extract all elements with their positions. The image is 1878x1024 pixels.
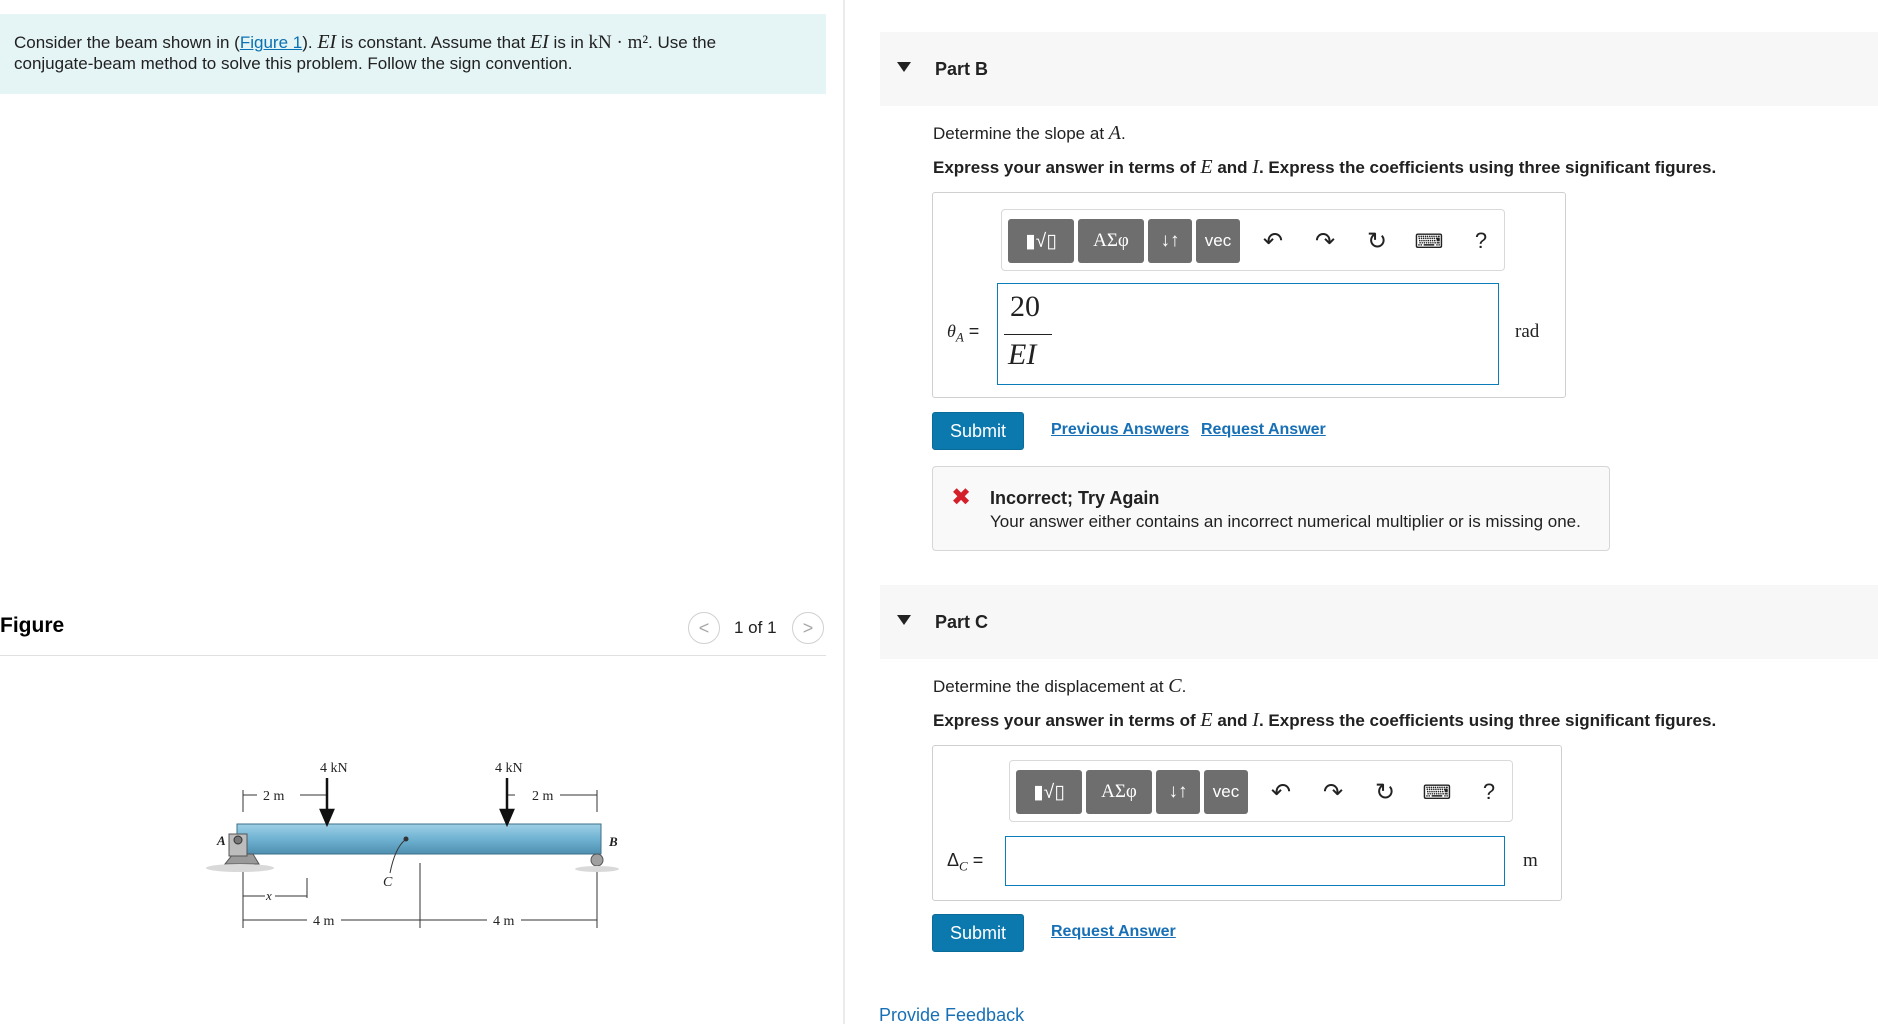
- part-c-answer-input[interactable]: [1005, 836, 1505, 886]
- help-icon[interactable]: ?: [1482, 779, 1496, 804]
- figure-link[interactable]: Figure 1: [239, 33, 303, 52]
- beam-figure: [195, 748, 635, 938]
- part-b-answer-box: [932, 192, 1566, 398]
- reset-icon[interactable]: ↻: [1366, 227, 1388, 255]
- redo-icon[interactable]: ↷: [1314, 227, 1336, 255]
- figure-pager: 1 of 1: [734, 618, 777, 637]
- collapse-triangle-icon: [897, 62, 911, 72]
- part-b-answer-input[interactable]: [997, 283, 1499, 385]
- part-b-submit-button[interactable]: Submit: [932, 412, 1024, 450]
- problem-statement: [0, 14, 826, 94]
- figure-title: Figure: [0, 614, 65, 637]
- figure-header: [0, 604, 826, 656]
- fraction-denominator: EI: [1008, 338, 1037, 371]
- fraction-bar: [1004, 334, 1052, 335]
- part-c-instructions: Express your answer in terms of E and I. Express the coefficients using three significant figures.: [933, 709, 1717, 731]
- problem-line-1: Consider the beam shown in (Figure 1). EI is constant. Assume that EI is in kN · m². Use the: [14, 31, 717, 53]
- prev-figure-button[interactable]: [688, 612, 720, 644]
- incorrect-x-icon: ✖: [951, 484, 972, 511]
- arrows-button[interactable]: ↓↑: [1156, 770, 1200, 814]
- previous-answers-link[interactable]: Previous Answers: [1051, 421, 1190, 438]
- point-c-label: C: [383, 875, 393, 890]
- undo-icon[interactable]: ↶: [1270, 778, 1292, 806]
- pane-divider[interactable]: [843, 0, 845, 1024]
- collapse-triangle-icon: [897, 615, 911, 625]
- part-c-answer-box: [932, 745, 1562, 901]
- part-c-request-answer-link[interactable]: Request Answer: [1051, 923, 1176, 940]
- part-b-question: Determine the slope at A.: [933, 122, 1126, 144]
- part-b-math-toolbar: [1001, 209, 1505, 271]
- part-c-unit: m: [1523, 850, 1538, 871]
- part-c-header[interactable]: [880, 585, 1878, 659]
- keyboard-icon[interactable]: ⌨: [1422, 781, 1452, 804]
- fraction-numerator: 20: [1010, 290, 1040, 323]
- x-label: x: [266, 888, 272, 903]
- arrows-button[interactable]: ↓↑: [1148, 219, 1192, 263]
- greek-symbols-button[interactable]: ΑΣφ: [1078, 219, 1144, 263]
- part-c-question: Determine the displacement at C.: [933, 675, 1187, 697]
- delta-c-label: $\Delta_C$ =: [947, 850, 984, 874]
- feedback-message: Your answer either contains an incorrect numerical multiplier or is missing one.: [990, 512, 1581, 531]
- support-a-label: A: [217, 833, 226, 848]
- chevron-right-icon: >: [802, 617, 814, 638]
- provide-feedback-link[interactable]: Provide Feedback: [879, 1005, 1025, 1024]
- problem-line-2: conjugate-beam method to solve this problem. Follow the sign convention.: [14, 54, 573, 73]
- support-b-label: B: [609, 834, 618, 849]
- part-c-math-toolbar: [1009, 760, 1513, 822]
- part-b-title: Part B: [935, 59, 989, 79]
- keyboard-icon[interactable]: ⌨: [1414, 230, 1444, 253]
- part-b-header[interactable]: [880, 32, 1878, 106]
- left-pane: [0, 0, 826, 1024]
- redo-icon[interactable]: ↷: [1322, 778, 1344, 806]
- part-b-feedback: [932, 466, 1610, 551]
- vector-button[interactable]: vec: [1196, 219, 1240, 263]
- part-c-title: Part C: [935, 612, 989, 632]
- part-b-request-answer-link[interactable]: Request Answer: [1201, 421, 1326, 438]
- span-left-label: 4 m: [313, 914, 335, 929]
- greek-symbols-button[interactable]: ΑΣφ: [1086, 770, 1152, 814]
- chevron-left-icon: <: [698, 617, 710, 638]
- vector-button[interactable]: vec: [1204, 770, 1248, 814]
- load-label-1: 4 kN: [320, 761, 348, 776]
- templates-button[interactable]: ▮√▯: [1016, 770, 1082, 814]
- reset-icon[interactable]: ↻: [1374, 778, 1396, 806]
- part-c-submit-button[interactable]: Submit: [932, 914, 1024, 952]
- theta-a-label: $\theta_A$ =: [947, 321, 980, 345]
- load-label-2: 4 kN: [495, 761, 523, 776]
- templates-button[interactable]: ▮√▯: [1008, 219, 1074, 263]
- help-icon[interactable]: ?: [1474, 228, 1488, 253]
- feedback-title: Incorrect; Try Again: [990, 488, 1160, 508]
- dim-right-label: 2 m: [532, 789, 554, 804]
- part-b-instructions: Express your answer in terms of E and I. Express the coefficients using three significant figures.: [933, 156, 1717, 178]
- part-b-unit: rad: [1515, 321, 1540, 342]
- dim-left-label: 2 m: [263, 789, 285, 804]
- next-figure-button[interactable]: [792, 612, 824, 644]
- span-right-label: 4 m: [493, 914, 515, 929]
- undo-icon[interactable]: ↶: [1262, 227, 1284, 255]
